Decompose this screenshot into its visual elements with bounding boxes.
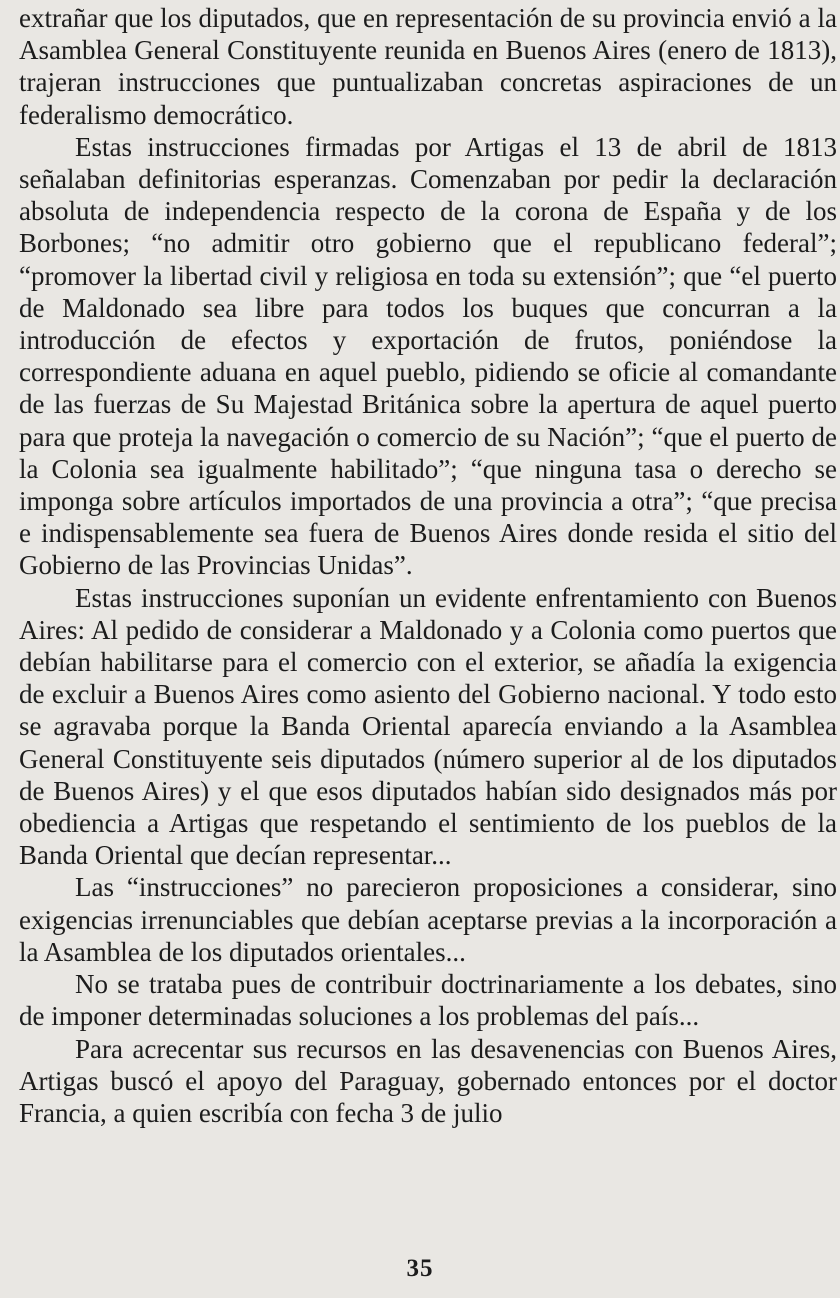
paragraph-3: Estas instrucciones suponían un evidente enfrentamiento con Buenos Aires: Al pedido de considerar a Maldonado y a Colonia como puertos que debían habilitarse para el comercio con el exterior, se añadía la exigencia de excluir a Buenos Aires como asiento del Gobierno nacional. Y todo esto se agravaba porque la Banda Oriental aparecía enviando a la Asamblea General Constituyente seis diputados (número superior al de los diputados de Buenos Aires) y el que esos diputados habían sido designados más por obediencia a Artigas que respetando el sentimiento de los pueblos de la Banda Oriental que decían representar... — [19, 582, 837, 871]
paragraph-4: Las “instrucciones” no parecieron proposiciones a considerar, sino exigencias irrenunciables que debían aceptarse previas a la incorporación a la Asamblea de los diputados orientales... — [19, 872, 837, 967]
paragraph-2: Estas instrucciones firmadas por Artigas el 13 de abril de 1813 señalaban definitorias esperanzas. Comenzaban por pedir la declaración absoluta de independencia respecto de la corona de España y de los Borbones; “no admitir otro gobierno que el republicano federal”; “promover la libertad civil y religiosa en toda su extensión”; que “el puerto de Maldonado sea libre para todos los buques que concurran a la introducción de efectos y exportación de frutos, poniéndose la correspondiente aduana en aquel pueblo, pidiendo se oficie al comandante de las fuerzas de Su Majestad Británica sobre la apertura de aquel puerto para que proteja la navegación o comercio de su Nación”; “que el puerto de la Colonia sea igualmente habilitado”; “que ninguna tasa o derecho se imponga sobre artículos importados de una provincia a otra”; “que precisa e indispensablemente sea fuera de Buenos Aires donde resida el sitio del Gobierno de las Provincias Unidas”. — [19, 131, 837, 581]
paragraph-6: Para acrecentar sus recursos en las desavenencias con Buenos Aires, Artigas buscó el apoyo del Paraguay, gobernado entonces por el doctor Francia, a quien escribía con fecha 3 de julio — [19, 1033, 837, 1128]
paragraph-1: extrañar que los diputados, que en representación de su provincia envió a la Asamblea General Constituyente reunida en Buenos Aires (enero de 1813), trajeran instrucciones que puntualizaban concretas aspiraciones de un federalismo democrático. — [19, 3, 837, 130]
paragraph-5: No se trataba pues de contribuir doctrinariamente a los debates, sino de imponer determinadas soluciones a los problemas del país... — [19, 969, 837, 1032]
body-text — [19, 2, 837, 1129]
page-number: 35 — [406, 1255, 434, 1282]
